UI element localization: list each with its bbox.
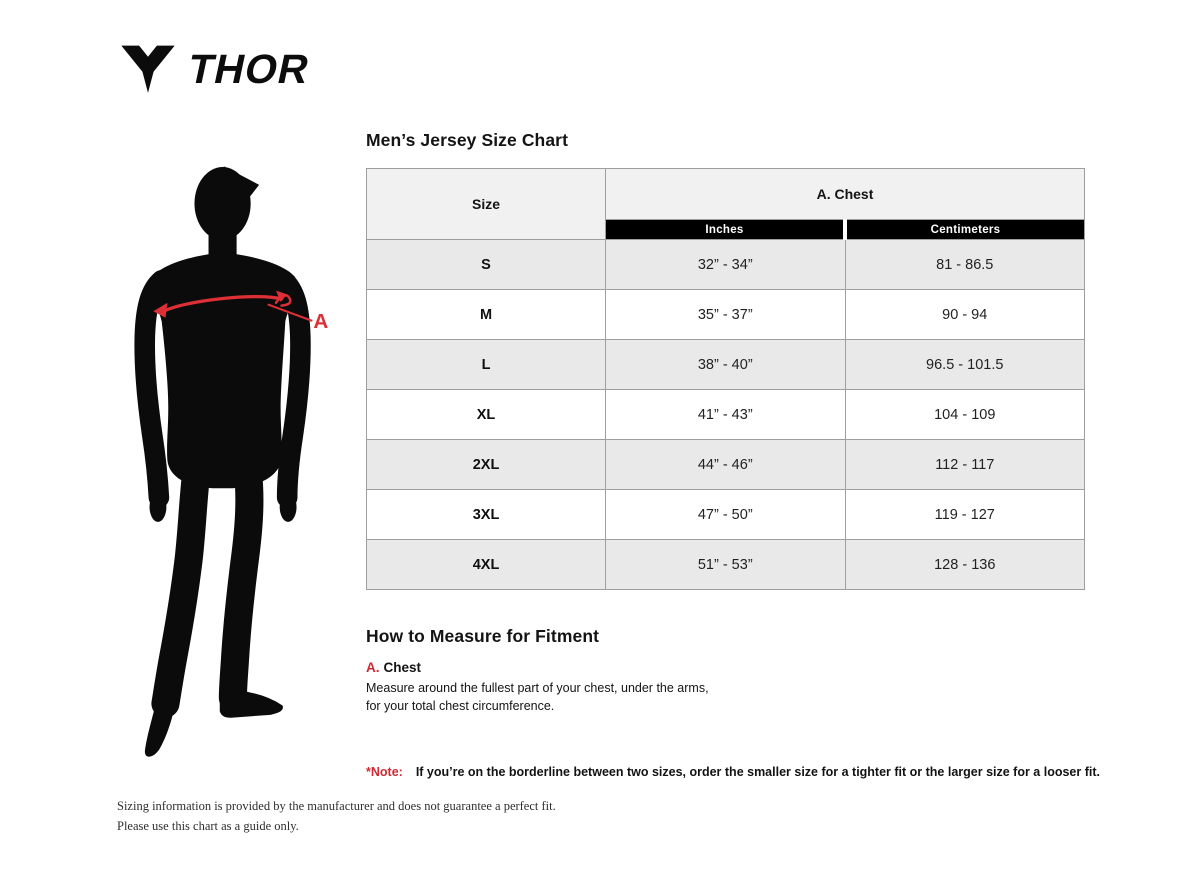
size-value: 4XL: [367, 540, 606, 590]
inches-value: 44” - 46”: [606, 440, 846, 490]
table-row-l: [367, 340, 1085, 390]
measure-item-heading: [366, 660, 1086, 675]
size-chart-section: [366, 130, 1100, 780]
column-header-size: Size: [367, 169, 606, 240]
table-row-4xl: [367, 540, 1085, 590]
column-header-inches: Inches: [606, 220, 846, 240]
centimeters-value: 128 - 136: [845, 540, 1085, 590]
measure-item-letter: A.: [366, 660, 380, 675]
size-chart-title: Men’s Jersey Size Chart: [366, 130, 569, 150]
size-value: 2XL: [367, 440, 606, 490]
centimeters-value: 90 - 94: [845, 290, 1085, 340]
measurement-figure: [128, 162, 334, 762]
size-value: L: [367, 340, 606, 390]
inches-value: 38” - 40”: [606, 340, 846, 390]
measure-item-name: Chest: [383, 660, 422, 675]
inches-value: 47” - 50”: [606, 490, 846, 540]
centimeters-value: 81 - 86.5: [845, 240, 1085, 290]
table-row-3xl: [367, 490, 1085, 540]
centimeters-value: 112 - 117: [845, 440, 1085, 490]
measure-item-description: Measure around the fullest part of your chest, under the arms, for your total chest circumference.: [366, 681, 709, 714]
size-value: XL: [367, 390, 606, 440]
disclaimer: [117, 796, 556, 836]
centimeters-value: 104 - 109: [845, 390, 1085, 440]
size-value: S: [367, 240, 606, 290]
measure-item-chest: [366, 660, 1086, 715]
brand-logo: [120, 44, 315, 94]
inches-value: 35” - 37”: [606, 290, 846, 340]
inches-value: 41” - 43”: [606, 390, 846, 440]
chest-measure-label: A: [313, 310, 329, 334]
table-row-m: [367, 290, 1085, 340]
centimeters-value: 119 - 127: [845, 490, 1085, 540]
disclaimer-line-1: Sizing information is provided by the manufacturer and does not guarantee a perfect fit.: [117, 799, 556, 813]
inches-value: 51” - 53”: [606, 540, 846, 590]
table-row-xl: [367, 390, 1085, 440]
sizing-note: [366, 765, 1100, 780]
note-text: If you’re on the borderline between two sizes, order the smaller size for a tighter fit or the larger size for a looser fit.: [415, 765, 1100, 780]
thor-bolt-icon: [120, 44, 176, 94]
disclaimer-line-2: Please use this chart as a guide only.: [117, 819, 299, 833]
size-chart-table: [366, 168, 1085, 590]
size-value: M: [367, 290, 606, 340]
fitment-section-title: How to Measure for Fitment: [366, 626, 600, 646]
column-header-chest: A. Chest: [606, 169, 1085, 220]
table-row-s: [367, 240, 1085, 290]
centimeters-value: 96.5 - 101.5: [845, 340, 1085, 390]
brand-wordmark: THOR: [184, 45, 315, 92]
size-value: 3XL: [367, 490, 606, 540]
table-row-2xl: [367, 440, 1085, 490]
man-silhouette: [128, 162, 334, 762]
column-header-centimeters: Centimeters: [845, 220, 1085, 240]
note-label: *Note:: [366, 765, 403, 780]
inches-value: 32” - 34”: [606, 240, 846, 290]
